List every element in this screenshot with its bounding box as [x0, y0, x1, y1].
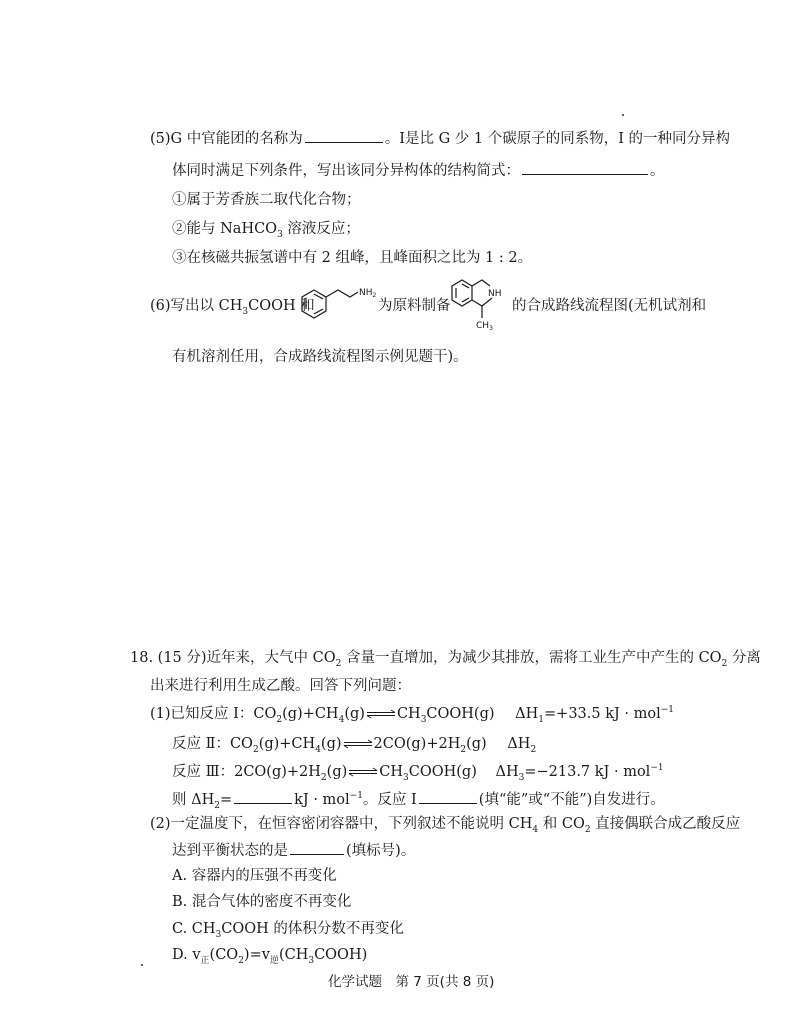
answer-blank-spontaneous[interactable] [419, 789, 477, 804]
scan-speck [622, 114, 624, 116]
q6-text-1: (6)写出以 $CH_3COOH$ 和 [150, 298, 315, 317]
option-b: B. 混合气体的密度不再变化 [172, 894, 352, 910]
q18-2-line2: 达到平衡状态的是 (填标号)。 [172, 840, 415, 861]
phenethylamine-structure [300, 276, 377, 326]
q18-2-line1: (2)一定温度下，在恒容密闭容器中，下列叙述不能说明 $CH_4$ 和 $CO_2$ 直接偶联合成乙酸反应 [150, 816, 741, 835]
svg-text:CH3: $CH_3$ [476, 321, 493, 332]
reaction-1: (1)已知反应 Ⅰ：$CO_2(g)+CH_4(g)$ $CH_3COOH(g)$ $\Delta H_1=+33.5$ kJ · mol$^{-1}$ [150, 705, 675, 725]
q6-text-2: 为原料制备 [378, 298, 451, 314]
option-c: C. $CH_3COOH$ 的体积分数不再变化 [172, 921, 404, 940]
answer-blank-equilibrium[interactable] [290, 840, 344, 855]
q6-text-4: 有机溶剂任用，合成路线流程图示例见题干)。 [172, 349, 468, 365]
equilibrium-arrow-icon [366, 710, 396, 718]
option-d: D. $v_正(CO_2)=v_逆(CH_3COOH)$ [172, 947, 368, 966]
svg-text:NH2: $NH_2$ [359, 288, 377, 299]
reaction-2: 反应 Ⅱ：$CO_2(g)+CH_4(g)$ $2CO(g)+2H_2(g)$ $\Delta H_2$ [172, 736, 537, 755]
q5-condition-1: ①属于芳香族二取代化合物； [172, 192, 361, 208]
page-footer: 化学试题 第 7 页(共 8 页) [328, 974, 495, 990]
q5-line1: (5)G 中官能团的名称为 。I是比 G 少 1 个碳原子的同系物，I 的一种同分异构 [150, 128, 730, 149]
q18-intro-line1: 18. (15 分)近年来，大气中 $CO_2$ 含量一直增加，为减少其排放，需将工业生产中产生的 $CO_2$ 分离 [130, 650, 761, 669]
answer-blank-5b[interactable] [522, 160, 648, 175]
q5-condition-2: ②能与 NaHCO$_3$ 溶液反应； [172, 221, 360, 240]
answer-blank-5a[interactable] [305, 128, 383, 143]
q6-text-3: 的合成路线流程图(无机试剂和 [512, 298, 707, 314]
tetrahydroisoquinoline-structure [448, 272, 508, 334]
q5-line2: 体同时满足下列条件，写出该同分异构体的结构简式： 。 [172, 160, 665, 181]
option-a: A. 容器内的压强不再变化 [172, 868, 337, 884]
scan-speck [141, 964, 143, 966]
equilibrium-arrow-icon [343, 740, 373, 748]
reaction-3: 反应 Ⅲ：$2CO(g)+2H_2(g)$ $CH_3COOH(g)$ $\Delta H_3=-213.7$ kJ · mol$^{-1}$ [172, 763, 664, 783]
q18-1-question: 则 $\Delta H_2=$ kJ · mol$^{-1}$。反应 Ⅰ (填“能”或“不能”)自发进行。 [172, 789, 665, 810]
svg-text:NH: NH [488, 289, 502, 299]
q18-intro-line2: 出来进行利用生成乙酸。回答下列问题： [150, 678, 411, 694]
equilibrium-arrow-icon [348, 768, 378, 776]
answer-blank-dh2[interactable] [234, 789, 292, 804]
q5-condition-3: ③在核磁共振氢谱中有 2 组峰，且峰面积之比为 1 : 2。 [172, 250, 533, 266]
